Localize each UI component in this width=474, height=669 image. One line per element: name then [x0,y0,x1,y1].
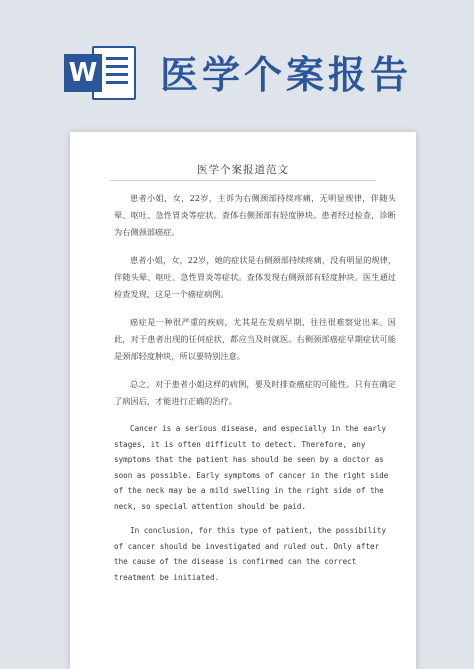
paragraph-cn-4: 总之，对于患者小姐这样的病例，要及时排查癌症的可能性。只有在确定了病因后，才能进行正确的治疗。 [114,379,396,406]
title-divider [110,180,376,181]
paragraph-cn-3: 癌症是一种很严重的疾病，尤其是在发病早期，往往很难察觉出来。因此，对于患者出现的任何症状，都应当及时就医。右侧颈部癌症早期症状可能是颈部轻度肿块，所以要特别注意。 [114,317,396,361]
document-body [114,190,396,594]
word-letter-badge: W [64,54,102,92]
banner [0,0,474,118]
word-logo-icon [64,40,134,100]
banner-title: 医学个案报告 [160,53,413,97]
paragraph-en-2: In conclusion, for this type of patient, the possibility of cancer should be investigated and ruled out. Only after the cause of the disease is confirmed can the correct treatment be initiated. [114,526,387,582]
paragraph-cn-2: 患者小姐，女，22岁，她的症状是右侧颈部持续疼痛，没有明显的规律，伴随头晕、呕吐、急性胃炎等症状。查体发现右侧颈部有轻度肿块。医生通过检查发现，这是一个癌症病例。 [114,255,396,299]
document-title: 医学个案报道范文 [197,164,289,176]
paragraph-cn-1: 患者小姐，女，22岁，主诉为右侧颈部持续疼痛，无明显规律，伴随头晕、呕吐、急性胃炎等症状。查体右侧颈部有轻度肿块。患者经过检查，诊断为右侧颈部癌症。 [114,193,396,237]
paragraph-en-1: Cancer is a serious disease, and especially in the early stages, it is often difficult to detect. Therefore, any symptoms that the patient has should be seen by a doctor as soon as possible. Early symptoms of cancer in the right side of the neck may be a mild swelling in the right side of the neck, so special attention should be paid. [114,424,389,511]
document-page [70,132,416,669]
